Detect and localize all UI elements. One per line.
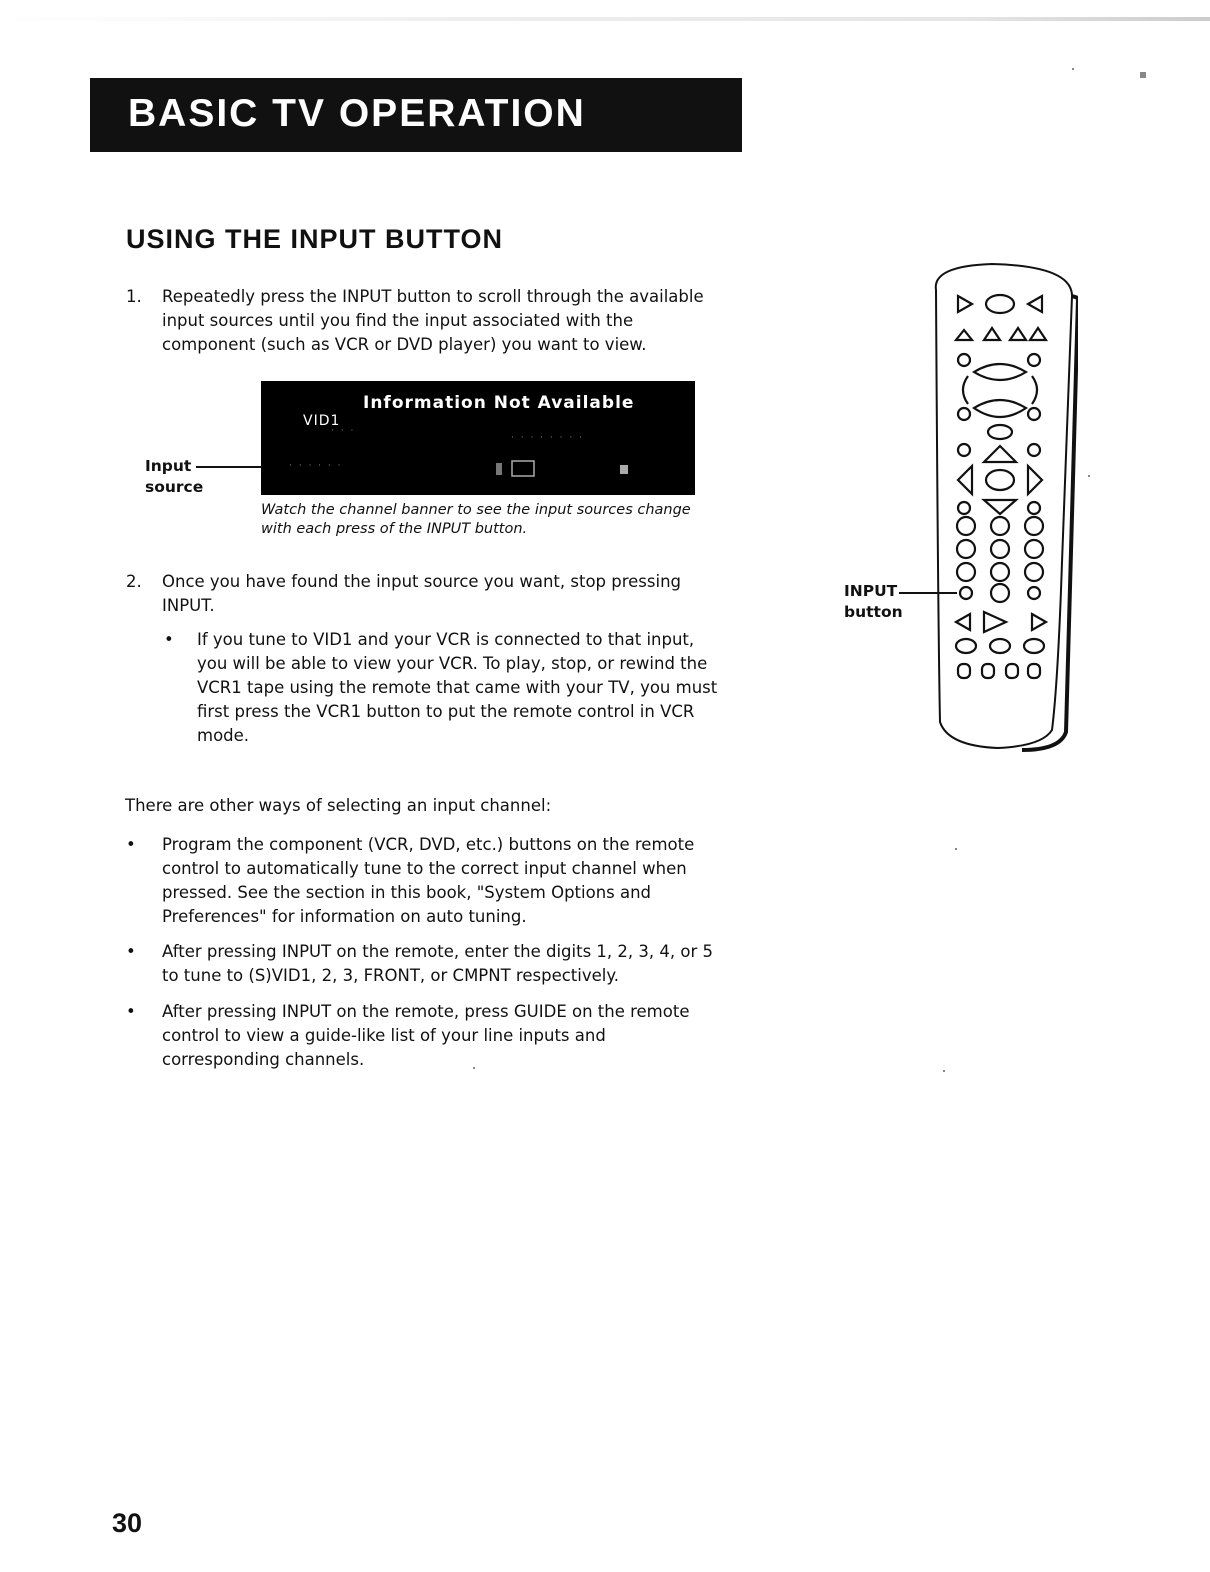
scan-speck: [943, 1070, 945, 1072]
bullet-marker: •: [126, 835, 136, 854]
bullet-line: pressed. See the section in this book, "System Options and: [162, 883, 652, 902]
channel-banner: [261, 381, 695, 495]
bullet-line: you will be able to view your VCR. To play, stop, or rewind the: [197, 654, 708, 673]
step-2: [126, 570, 681, 618]
banner-status-icons: [496, 459, 646, 479]
caption-line: Watch the channel banner to see the input sources change: [261, 502, 691, 518]
step-2-bullet: [161, 628, 717, 748]
callout-line: INPUT: [844, 582, 898, 600]
bullet-line: control to view a guide-like list of your line inputs and: [162, 1026, 606, 1045]
caption-line: with each press of the INPUT button.: [261, 521, 528, 537]
bullet-line: to tune to (S)VID1, 2, 3, FRONT, or CMPNT respectively.: [162, 966, 619, 985]
callout-line: Input: [145, 457, 192, 475]
banner-title: Information Not Available: [363, 393, 635, 413]
banner-faint-text: · · · · · ·: [289, 461, 343, 471]
bullet-marker: •: [126, 942, 136, 961]
tv-remote-control-icon: [922, 262, 1078, 752]
scan-speck: [1140, 72, 1146, 78]
bullet-line: corresponding channels.: [162, 1050, 365, 1069]
step-number: 1.: [126, 287, 142, 306]
bullet-item: [126, 1000, 689, 1072]
scan-edge-artifact: [0, 17, 1210, 21]
bullet-line: After pressing INPUT on the remote, enter the digits 1, 2, 3, 4, or 5: [162, 942, 713, 961]
bullet-line: If you tune to VID1 and your VCR is connected to that input,: [197, 630, 695, 649]
bullet-line: control to automatically tune to the correct input channel when: [162, 859, 687, 878]
bullet-line: first press the VCR1 button to put the remote control in VCR: [197, 702, 695, 721]
bullet-item: [126, 940, 713, 988]
input-source-callout: [145, 456, 203, 498]
step-line: component (such as VCR or DVD player) you want to view.: [162, 335, 647, 354]
section-header-text: BASIC TV OPERATION: [128, 92, 586, 135]
scan-speck: [473, 1067, 475, 1069]
step-number: 2.: [126, 572, 142, 591]
step-line: input sources until you find the input associated with the: [162, 311, 634, 330]
bullet-line: VCR1 tape using the remote that came with your TV, you must: [197, 678, 718, 697]
scan-speck: [1072, 68, 1074, 70]
callout-leader-line: [196, 466, 262, 468]
scan-speck: [1088, 475, 1090, 477]
banner-faint-text: · · · · · · · ·: [511, 433, 584, 443]
bullet-item: [126, 833, 694, 929]
step-1: [126, 285, 704, 357]
bullet-marker: •: [126, 1002, 136, 1021]
input-callout-leader-line: [899, 592, 957, 594]
section-header-bar: [90, 78, 742, 152]
bullet-line: Program the component (VCR, DVD, etc.) buttons on the remote: [162, 835, 695, 854]
callout-line: button: [844, 603, 903, 621]
bullet-marker: •: [164, 630, 174, 649]
page-title: USING THE INPUT BUTTON: [126, 224, 504, 254]
input-button-callout: [844, 581, 903, 623]
step-line: Repeatedly press the INPUT button to scroll through the available: [162, 287, 704, 306]
step-line: INPUT.: [162, 596, 215, 615]
step-line: Once you have found the input source you want, stop pressing: [162, 572, 682, 591]
page-number: 30: [112, 1508, 143, 1538]
banner-caption: [261, 501, 691, 539]
bullet-line: After pressing INPUT on the remote, press GUIDE on the remote: [162, 1002, 690, 1021]
banner-faint-text: · · ·: [331, 426, 356, 436]
bullet-line: Preferences" for information on auto tuning.: [162, 907, 527, 926]
intro-sentence: There are other ways of selecting an input channel:: [125, 796, 552, 815]
scan-speck: [955, 848, 957, 850]
bullet-line: mode.: [197, 726, 250, 745]
callout-line: source: [145, 478, 204, 496]
banner-input-source: VID1: [303, 413, 341, 429]
